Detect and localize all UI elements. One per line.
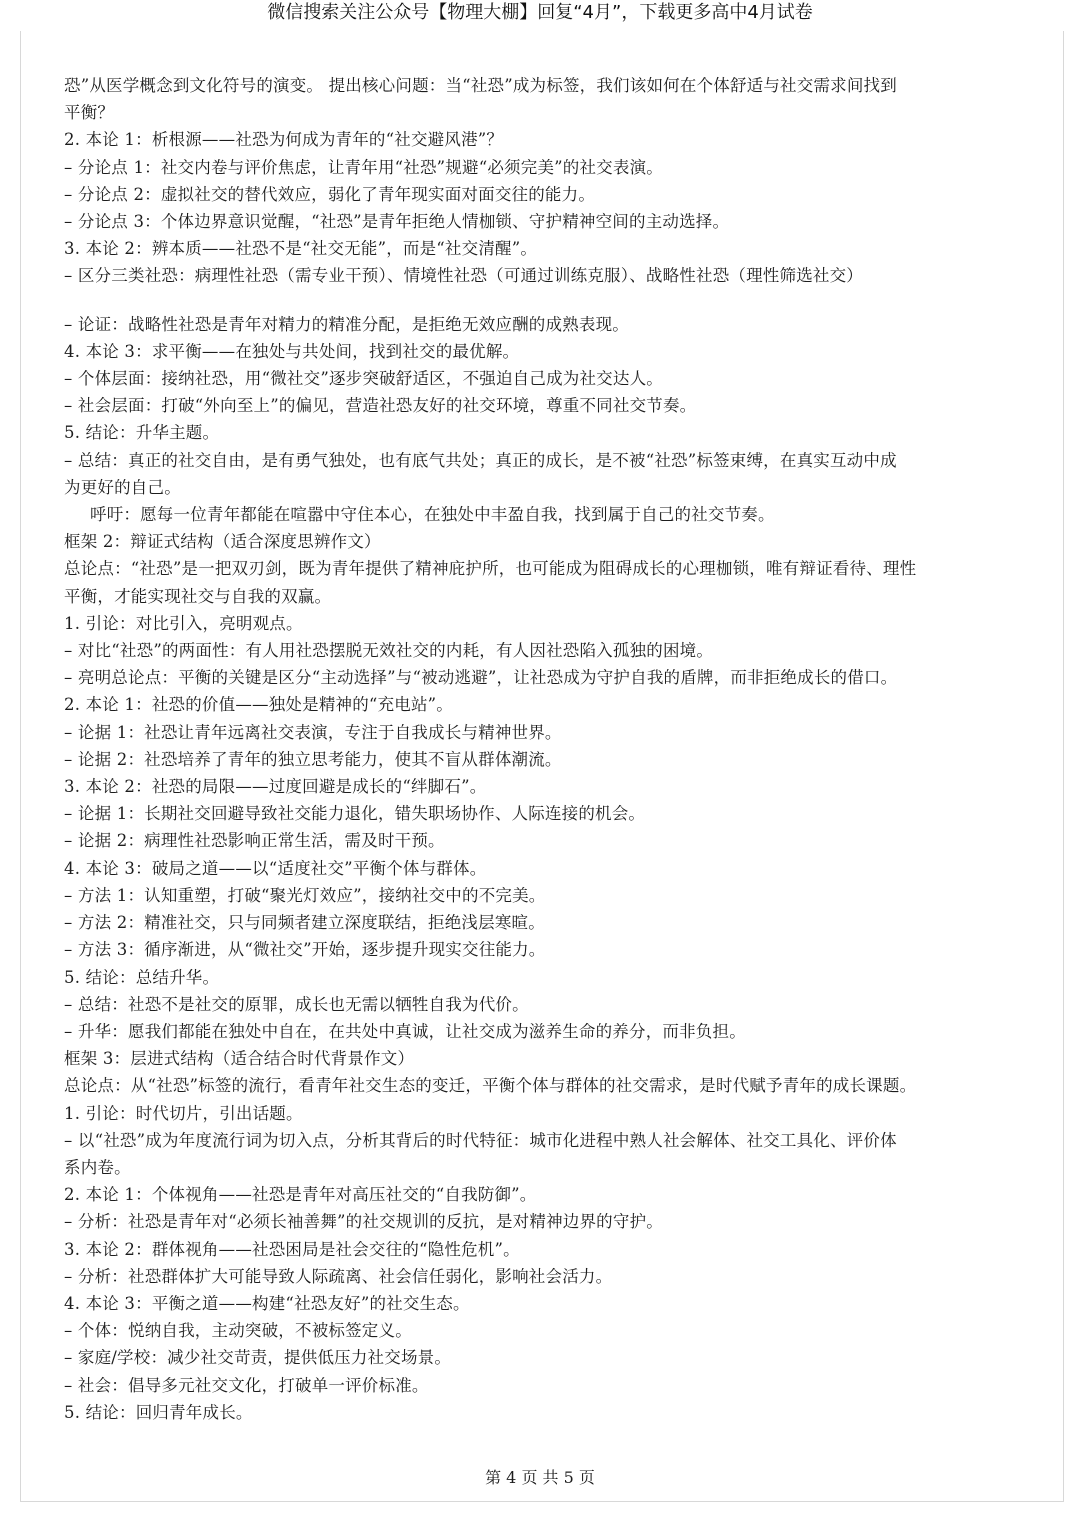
text-line: – 方法 2：精准社交，只与同频者建立深度联结，拒绝浅层寒暄。: [64, 913, 545, 933]
top-banner: 微信搜索关注公众号【物理大棚】回复“4月”，下载更多高中4月试卷: [267, 2, 813, 23]
text-line: 为更好的自己。: [64, 477, 181, 497]
text-line: 总论点：从“社恐”标签的流行，看青年社交生态的变迁，平衡个体与群体的社交需求，是时代赋予青年的成长课题。: [64, 1076, 917, 1096]
text-line: – 方法 1：认知重塑，打破“聚光灯效应”，接纳社交中的不完美。: [64, 885, 546, 905]
section-heading: 4. 本论 3：求平衡——在独处与共处间，找到社交的最优解。: [64, 341, 520, 361]
blank-line: [64, 290, 1024, 311]
section-heading: 1. 引论：时代切片，引出话题。: [64, 1103, 303, 1123]
section-heading: 3. 本论 2：社恐的局限——过度回避是成长的“绊脚石”。: [64, 777, 487, 797]
text-line: – 总结：真正的社交自由，是有勇气独处，也有底气共处；真正的成长，是不被“社恐”标签束缚，在真实互动中成: [64, 450, 897, 470]
text-line: – 对比“社恐”的两面性：有人用社恐摆脱无效社交的内耗，有人因社恐陷入孤独的困境。: [64, 641, 714, 661]
framework-heading: 框架 3：层进式结构（适合结合时代背景作文）: [64, 1049, 415, 1069]
section-heading: 5. 结论：回归青年成长。: [64, 1402, 253, 1422]
text-line: – 个体层面：接纳社恐，用“微社交”逐步突破舒适区，不强迫自己成为社交达人。: [64, 369, 663, 389]
section-heading: 1. 引论：对比引入，亮明观点。: [64, 613, 303, 633]
text-line: – 论证：战略性社恐是青年对精力的精准分配，是拒绝无效应酬的成熟表现。: [64, 314, 629, 334]
text-line: – 亮明总论点：平衡的关键是区分“主动选择”与“被动逃避”，让社恐成为守护自我的盾牌，而非拒绝成长的借口。: [64, 668, 898, 688]
page-number: 第 4 页 共 5 页: [485, 1468, 595, 1487]
section-heading: 5. 结论：升华主题。: [64, 423, 220, 443]
section-heading: 2. 本论 1：个体视角——社恐是青年对高压社交的“自我防御”。: [64, 1185, 537, 1205]
section-heading: 3. 本论 2：辨本质——社恐不是“社交无能”，而是“社交清醒”。: [64, 239, 538, 259]
text-line: – 升华：愿我们都能在独处中自在，在共处中真诚，让社交成为滋养生命的养分，而非负担。: [64, 1021, 746, 1041]
section-heading: 4. 本论 3：破局之道——以“适度社交”平衡个体与群体。: [64, 858, 487, 878]
text-line: 恐”从医学概念到文化符号的演变。 提出核心问题：当“社恐”成为标签，我们该如何在个体舒适与社交需求间找到: [64, 76, 897, 95]
text-line: 系内卷。: [64, 1157, 131, 1177]
section-heading: 4. 本论 3：平衡之道——构建“社恐友好”的社交生态。: [64, 1293, 470, 1313]
text-line: – 分论点 2：虚拟社交的替代效应，弱化了青年现实面对面交往的能力。: [64, 184, 596, 204]
text-line: – 家庭/学校：减少社交苛责，提供低压力社交场景。: [64, 1348, 452, 1368]
text-line: – 论据 1：长期社交回避导致社交能力退化，错失职场协作、人际连接的机会。: [64, 804, 646, 824]
section-heading: 2. 本论 1：社恐的价值——独处是精神的“充电站”。: [64, 695, 454, 715]
text-line: – 论据 2：社恐培养了青年的独立思考能力，使其不盲从群体潮流。: [64, 749, 562, 769]
text-line: – 区分三类社恐：病理性社恐（需专业干预）、情境性社恐（可通过训练克服）、战略性社恐（理性筛选社交）: [64, 266, 863, 286]
text-line: – 分析：社恐群体扩大可能导致人际疏离、社会信任弱化，影响社会活力。: [64, 1266, 613, 1286]
text-line: 呼吁：愿每一位青年都能在喧嚣中守住本心，在独处中丰盈自我，找到属于自己的社交节奏。: [90, 505, 775, 525]
section-heading: 2. 本论 1：析根源——社恐为何成为青年的“社交避风港”？: [64, 130, 504, 150]
text-line: – 论据 1：社恐让青年远离社交表演，专注于自我成长与精神世界。: [64, 722, 562, 742]
text-line: – 社会层面：打破“外向至上”的偏见，营造社恐友好的社交环境，尊重不同社交节奏。: [64, 396, 697, 416]
section-heading: 5. 结论：总结升华。: [64, 967, 220, 987]
text-line: – 社会：倡导多元社交文化，打破单一评价标准。: [64, 1375, 429, 1395]
text-line: 总论点：“社恐”是一把双刃剑，既为青年提供了精神庇护所，也可能成为阻碍成长的心理枷锁，唯有辩证看待、理性: [64, 559, 917, 579]
text-line: – 分析：社恐是青年对“必须长袖善舞”的社交规训的反抗，是对精神边界的守护。: [64, 1212, 663, 1232]
text-line: 平衡，才能实现社交与自我的双赢。: [64, 586, 332, 606]
text-line: – 论据 2：病理性社恐影响正常生活，需及时干预。: [64, 831, 445, 851]
framework-heading: 框架 2：辩证式结构（适合深度思辨作文）: [64, 532, 381, 552]
text-line: 平衡？: [64, 103, 115, 123]
text-line: – 分论点 1：社交内卷与评价焦虑，让青年用“社恐”规避“必须完美”的社交表演。: [64, 157, 663, 177]
text-line: – 个体：悦纳自我，主动突破，不被标签定义。: [64, 1321, 412, 1341]
text-line: – 方法 3：循序渐进，从“微社交”开始，逐步提升现实交往能力。: [64, 940, 546, 960]
text-line: – 分论点 3：个体边界意识觉醒，“社恐”是青年拒绝人情枷锁、守护精神空间的主动选择。: [64, 212, 730, 232]
text-line: – 以“社恐”成为年度流行词为切入点，分析其背后的时代特征：城市化进程中熟人社会解体、社交工具化、评价体: [64, 1130, 897, 1150]
section-heading: 3. 本论 2：群体视角——社恐困局是社会交往的“隐性危机”。: [64, 1239, 520, 1259]
document-body: [64, 72, 1024, 1426]
text-line: – 总结：社恐不是社交的原罪，成长也无需以牺牲自我为代价。: [64, 994, 529, 1014]
